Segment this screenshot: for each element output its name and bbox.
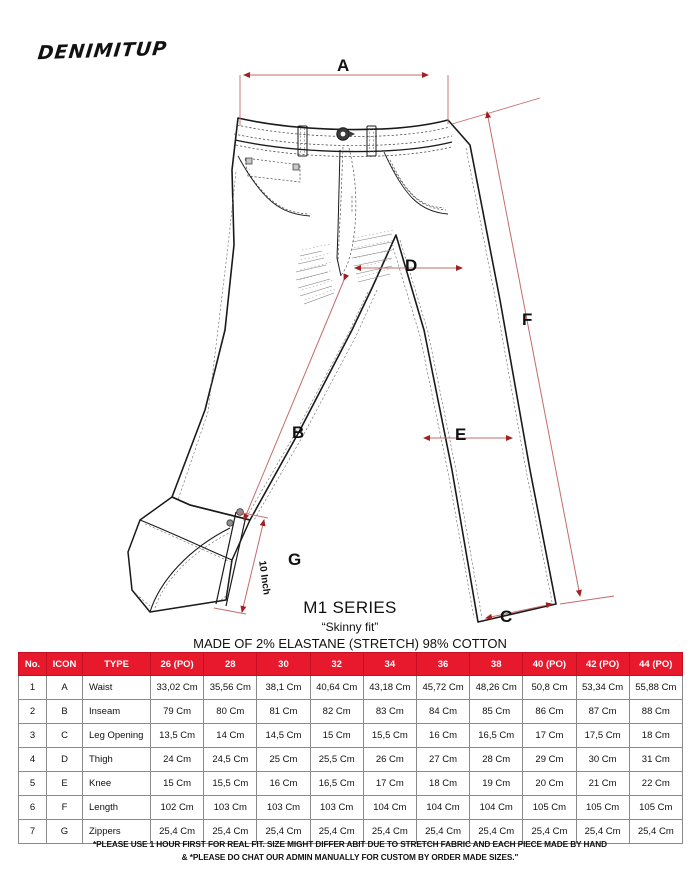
cell-value: 30 Cm: [576, 748, 629, 772]
cell-value: 16,5 Cm: [310, 772, 363, 796]
cell-value: 38,1 Cm: [257, 676, 310, 700]
size-table: [18, 652, 683, 844]
cell-value: 17 Cm: [523, 724, 576, 748]
column-header-no: No.: [19, 653, 47, 676]
cell-value: 88 Cm: [629, 700, 682, 724]
row-type: Thigh: [83, 748, 151, 772]
table-row: [19, 724, 683, 748]
cell-value: 83 Cm: [363, 700, 416, 724]
disclaimer: [14, 838, 686, 864]
row-number: 1: [19, 676, 47, 700]
cell-value: 86 Cm: [523, 700, 576, 724]
cell-value: 40,64 Cm: [310, 676, 363, 700]
cell-value: 53,34 Cm: [576, 676, 629, 700]
cell-value: 87 Cm: [576, 700, 629, 724]
cell-value: 82 Cm: [310, 700, 363, 724]
measure-label-D: D: [405, 256, 418, 275]
table-row: [19, 748, 683, 772]
measure-label-A: A: [337, 56, 350, 75]
row-icon: A: [47, 676, 83, 700]
disclaimer-line-1: *PLEASE USE 1 HOUR FIRST FOR REAL FIT. SIZE MIGHT DIFFER ABIT DUE TO STRETCH FABRIC AND EACH PIECE MADE BY HAND: [92, 839, 608, 849]
row-icon: D: [47, 748, 83, 772]
cell-value: 26 Cm: [363, 748, 416, 772]
cell-value: 20 Cm: [523, 772, 576, 796]
column-header-size-42: 42 (PO): [576, 653, 629, 676]
cell-value: 16 Cm: [257, 772, 310, 796]
cell-value: 25 Cm: [257, 748, 310, 772]
table-row: [19, 796, 683, 820]
table-row: [19, 772, 683, 796]
fit-subtitle: “Skinny fit”: [321, 620, 379, 634]
column-header-size-36: 36: [416, 653, 469, 676]
row-number: 6: [19, 796, 47, 820]
row-type: Waist: [83, 676, 151, 700]
row-number: 5: [19, 772, 47, 796]
cell-value: 33,02 Cm: [151, 676, 204, 700]
column-header-size-44: 44 (PO): [629, 653, 682, 676]
column-header-size-34: 34: [363, 653, 416, 676]
size-table-container: [18, 652, 682, 844]
cell-value: 104 Cm: [363, 796, 416, 820]
cell-value: 104 Cm: [416, 796, 469, 820]
disclaimer-line-2: & *PLEASE DO CHAT OUR ADMIN MANUALLY FOR CUSTOM BY ORDER MADE SIZES.": [181, 852, 519, 862]
cell-value: 16 Cm: [416, 724, 469, 748]
cell-value: 25,4 Cm: [151, 820, 204, 844]
cell-value: 17 Cm: [363, 772, 416, 796]
cell-value: 105 Cm: [629, 796, 682, 820]
row-type: Zippers: [83, 820, 151, 844]
cell-value: 25,4 Cm: [204, 820, 257, 844]
cell-value: 85 Cm: [470, 700, 523, 724]
material-note: MADE OF 2% ELASTANE (STRETCH) 98% COTTON: [193, 636, 507, 651]
cell-value: 79 Cm: [151, 700, 204, 724]
cell-value: 43,18 Cm: [363, 676, 416, 700]
cell-value: 17,5 Cm: [576, 724, 629, 748]
row-number: 3: [19, 724, 47, 748]
column-header-size-28: 28: [204, 653, 257, 676]
row-icon: B: [47, 700, 83, 724]
cell-value: 103 Cm: [310, 796, 363, 820]
row-icon: G: [47, 820, 83, 844]
cell-value: 31 Cm: [629, 748, 682, 772]
cell-value: 25,4 Cm: [310, 820, 363, 844]
cell-value: 103 Cm: [204, 796, 257, 820]
row-icon: E: [47, 772, 83, 796]
zipper-length-note: 10 Inch: [256, 560, 272, 596]
cell-value: 25,4 Cm: [470, 820, 523, 844]
cell-value: 105 Cm: [576, 796, 629, 820]
cell-value: 18 Cm: [416, 772, 469, 796]
cell-value: 104 Cm: [470, 796, 523, 820]
cell-value: 25,4 Cm: [257, 820, 310, 844]
cell-value: 15 Cm: [310, 724, 363, 748]
cell-value: 21 Cm: [576, 772, 629, 796]
table-row: [19, 700, 683, 724]
row-number: 7: [19, 820, 47, 844]
cell-value: 25,4 Cm: [416, 820, 469, 844]
cell-value: 50,8 Cm: [523, 676, 576, 700]
cell-value: 48,26 Cm: [470, 676, 523, 700]
cell-value: 45,72 Cm: [416, 676, 469, 700]
cell-value: 22 Cm: [629, 772, 682, 796]
cell-value: 24,5 Cm: [204, 748, 257, 772]
row-type: Inseam: [83, 700, 151, 724]
row-type: Length: [83, 796, 151, 820]
measure-label-C: C: [500, 607, 513, 626]
table-header-row: [19, 653, 683, 676]
cell-value: 25,4 Cm: [363, 820, 416, 844]
column-header-icon: ICON: [47, 653, 83, 676]
cell-value: 25,4 Cm: [576, 820, 629, 844]
cell-value: 24 Cm: [151, 748, 204, 772]
cell-value: 14,5 Cm: [257, 724, 310, 748]
cell-value: 35,56 Cm: [204, 676, 257, 700]
cell-value: 15 Cm: [151, 772, 204, 796]
series-title: M1 SERIES: [303, 598, 397, 617]
cell-value: 16,5 Cm: [470, 724, 523, 748]
cell-value: 105 Cm: [523, 796, 576, 820]
cell-value: 55,88 Cm: [629, 676, 682, 700]
column-header-size-38: 38: [470, 653, 523, 676]
row-icon: C: [47, 724, 83, 748]
column-header-type: TYPE: [83, 653, 151, 676]
measure-label-F: F: [522, 310, 533, 329]
row-number: 2: [19, 700, 47, 724]
cell-value: 25,4 Cm: [523, 820, 576, 844]
cell-value: 102 Cm: [151, 796, 204, 820]
row-icon: F: [47, 796, 83, 820]
row-type: Knee: [83, 772, 151, 796]
cell-value: 103 Cm: [257, 796, 310, 820]
cell-value: 13,5 Cm: [151, 724, 204, 748]
cell-value: 15,5 Cm: [204, 772, 257, 796]
cell-value: 27 Cm: [416, 748, 469, 772]
cell-value: 80 Cm: [204, 700, 257, 724]
table-row: [19, 676, 683, 700]
measure-label-E: E: [455, 425, 467, 444]
measure-label-G: G: [288, 550, 302, 569]
row-type: Leg Opening: [83, 724, 151, 748]
column-header-size-30: 30: [257, 653, 310, 676]
measure-label-B: B: [292, 423, 305, 442]
cell-value: 25,5 Cm: [310, 748, 363, 772]
column-header-size-26: 26 (PO): [151, 653, 204, 676]
cell-value: 19 Cm: [470, 772, 523, 796]
cell-value: 84 Cm: [416, 700, 469, 724]
cell-value: 14 Cm: [204, 724, 257, 748]
brand-logo: DENIMITUP: [36, 37, 169, 65]
cell-value: 29 Cm: [523, 748, 576, 772]
cell-value: 28 Cm: [470, 748, 523, 772]
column-header-size-32: 32: [310, 653, 363, 676]
cell-value: 18 Cm: [629, 724, 682, 748]
cell-value: 25,4 Cm: [629, 820, 682, 844]
cell-value: 15,5 Cm: [363, 724, 416, 748]
cell-value: 81 Cm: [257, 700, 310, 724]
row-number: 4: [19, 748, 47, 772]
column-header-size-40: 40 (PO): [523, 653, 576, 676]
